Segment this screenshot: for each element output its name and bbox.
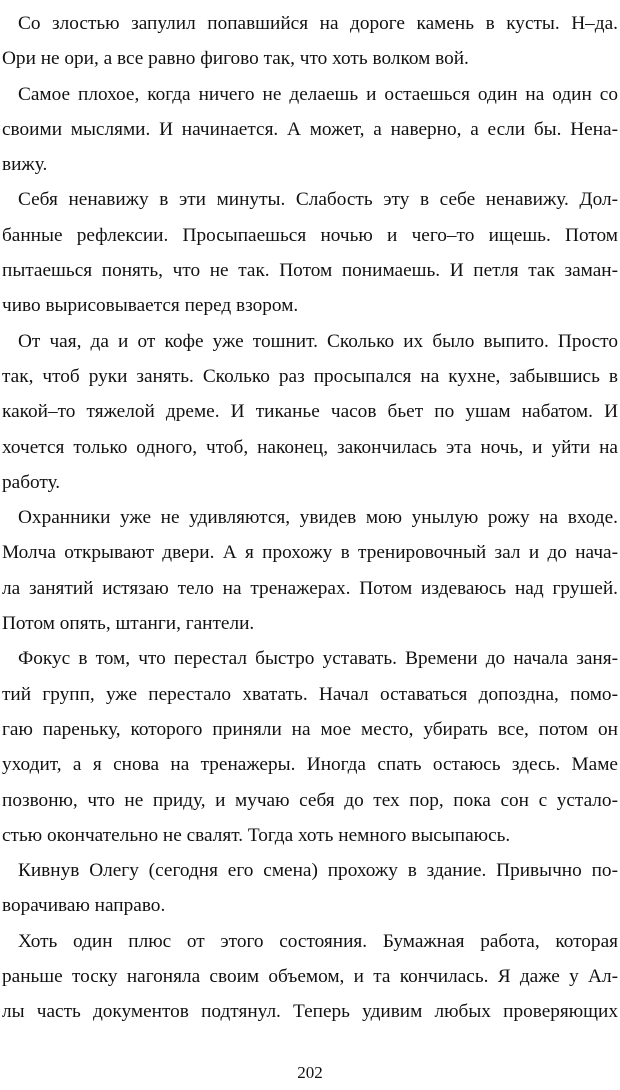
text-line: какой–то тяжелой дреме. И тиканье часов бьет по ушам набатом. И [2, 401, 618, 423]
text-line: раньше тоску нагоняла своим объемом, и та кончилась. Я даже у Ал- [2, 966, 618, 988]
text-line: стью окончательно не свалят. Тогда хоть немного высыпаюсь. [2, 824, 511, 846]
text-line: Фокус в том, что перестал быстро уставать. Времени до начала заня- [18, 648, 618, 670]
text-line: чиво вырисовывается перед взором. [2, 295, 299, 317]
text-line: лы часть документов подтянул. Теперь удивим любых проверяющих [2, 1001, 618, 1023]
text-line: так, чтоб руки занять. Сколько раз просыпался на кухне, забывшись в [2, 365, 618, 387]
text-line: уходит, а я снова на тренажеры. Иногда спать остаюсь здесь. Маме [2, 754, 618, 776]
page-number: 202 [297, 1063, 323, 1082]
text-line: тий групп, уже перестало хватать. Начал оставаться допоздна, помо- [2, 683, 618, 705]
text-line: гаю пареньку, которого приняли на мое место, убирать все, потом он [2, 718, 618, 740]
text-line: От чая, да и от кофе уже тошнит. Сколько их было выпито. Просто [18, 330, 618, 352]
text-line: Охранники уже не удивляются, увидев мою унылую рожу на входе. [18, 507, 618, 529]
text-line: Ори не ори, а все равно фигово так, что хоть волком вой. [2, 48, 469, 70]
text-line: ла занятий истязаю тело на тренажерах. Потом издеваюсь над грушей. [2, 577, 618, 599]
text-line: Самое плохое, когда ничего не делаешь и остаешься один на один со [18, 83, 618, 105]
text-line: своими мыслями. И начинается. А может, а наверно, а если бы. Нена- [2, 118, 618, 140]
text-line: пытаешься понять, что не так. Потом понимаешь. И петля так заман- [2, 260, 618, 282]
text-line: Себя ненавижу в эти минуты. Слабость эту в себе ненавижу. Дол- [18, 189, 618, 211]
text-line: работу. [2, 471, 61, 493]
text-line: позвоню, что не приду, и мучаю себя до тех пор, пока сон с устало- [2, 789, 618, 811]
text-line: Потом опять, штанги, гантели. [2, 613, 255, 635]
text-line: Молча открывают двери. А я прохожу в тренировочный зал и до нача- [2, 542, 618, 564]
text-line: вижу. [2, 154, 48, 176]
text-line: Со злостью запулил попавшийся на дороге камень в кусты. Н–да. [18, 13, 618, 34]
text-line: хочется только одного, чтоб, наконец, закончилась эта ночь, и уйти на [2, 436, 618, 458]
page-text-body [2, 6, 618, 1030]
text-line: Кивнув Олегу (сегодня его смена) прохожу в здание. Привычно по- [18, 860, 618, 882]
text-line: ворачиваю направо. [2, 895, 166, 917]
text-line: Хоть один плюс от этого состояния. Бумажная работа, которая [18, 930, 618, 952]
text-line: банные рефлексии. Просыпаешься ночью и чего–то ищешь. Потом [2, 224, 618, 246]
